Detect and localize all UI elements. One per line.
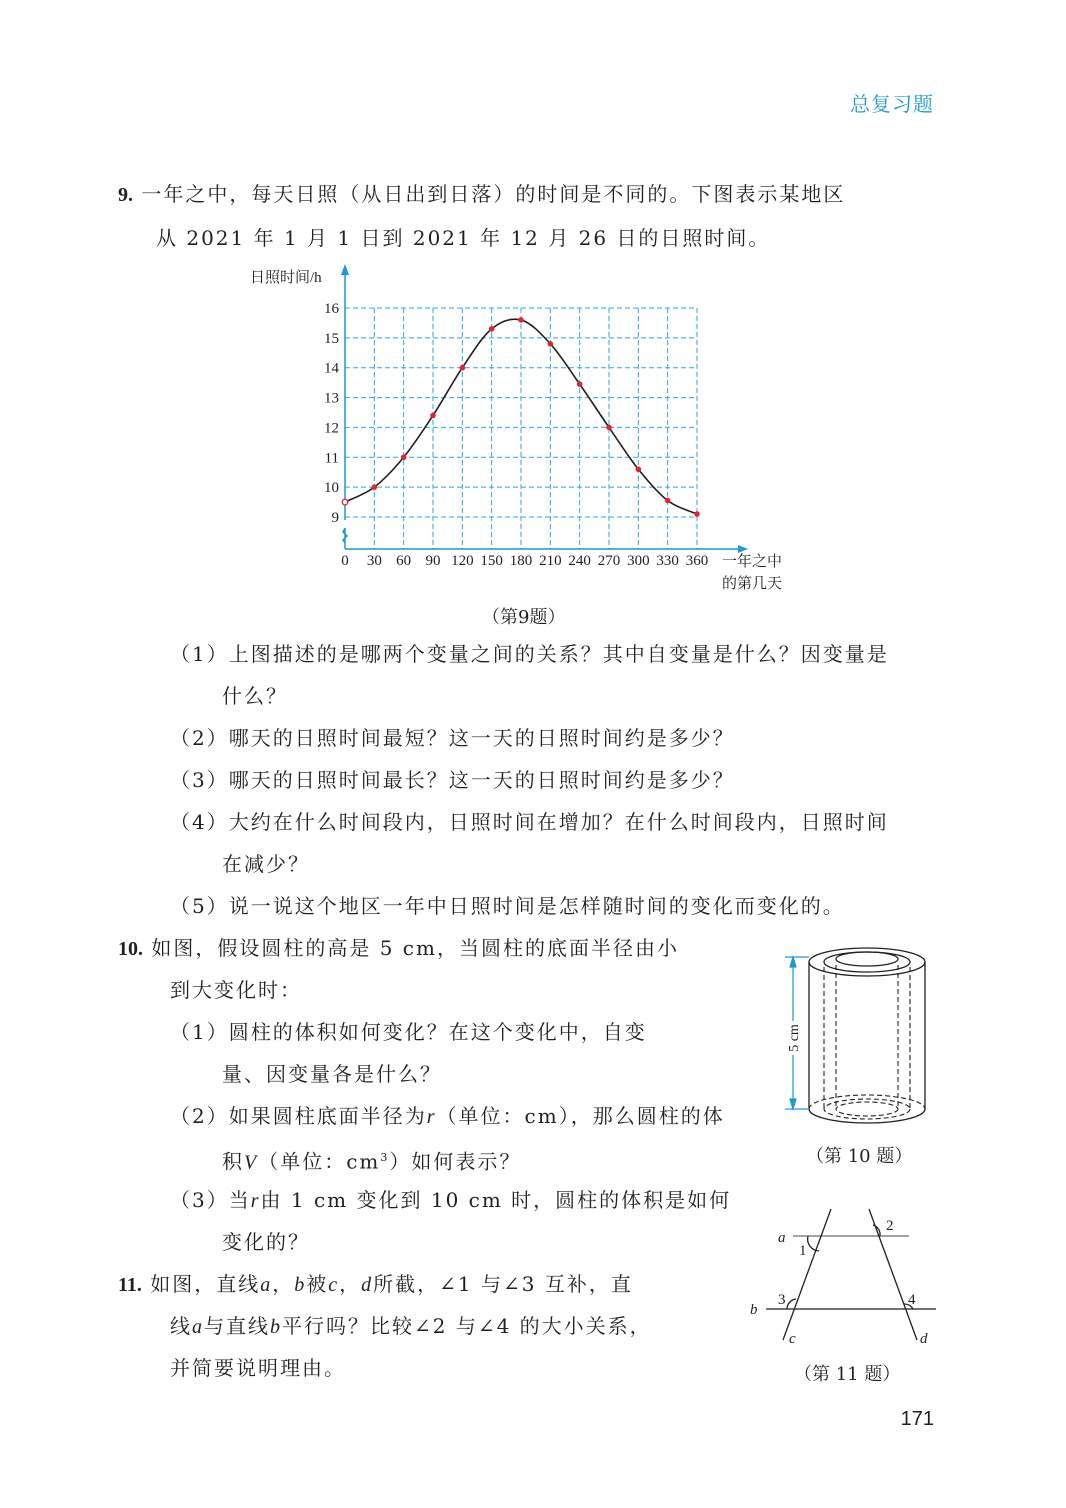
y-tick-label: 14 <box>324 360 339 377</box>
label-angle4: 4 <box>908 1292 916 1308</box>
data-point <box>694 511 700 517</box>
label-d: d <box>920 1331 928 1347</box>
problem9-text: 一年之中，每天日照（从日出到日落）的时间是不同的。下图表示某地区 <box>141 182 846 206</box>
cylinder-figure <box>750 935 950 1135</box>
problem10-sub1 <box>170 1020 647 1044</box>
problem10-line2: 到大变化时： <box>170 978 302 1002</box>
text: 如图，直线 <box>150 1272 261 1296</box>
x-tick-label: 330 <box>656 553 679 569</box>
text: 被 <box>306 1272 329 1296</box>
problem9-sub4 <box>170 810 889 834</box>
text: ， <box>272 1272 295 1296</box>
problem11-line3: 并简要说明理由。 <box>170 1356 346 1380</box>
x-tick-label: 0 <box>341 553 349 569</box>
var-r: r <box>426 1106 437 1128</box>
x-tick-label: 300 <box>627 553 650 569</box>
inner-bottom-ellipse <box>836 1102 898 1116</box>
x-tick-label: 90 <box>425 553 441 569</box>
sub-label: （2） <box>170 1104 229 1128</box>
y-tick-label: 15 <box>324 330 339 347</box>
data-point <box>401 454 407 460</box>
text: 平行吗？比较∠2 与∠4 的大小关系， <box>282 1314 652 1338</box>
problem9-sub2 <box>170 726 735 750</box>
x-axis-label-line2: 的第几天 <box>722 576 783 592</box>
var-a: a <box>192 1316 204 1338</box>
var-a: a <box>260 1274 273 1296</box>
label-a: a <box>778 1230 786 1246</box>
chart-grid <box>345 308 697 549</box>
problem9-sub3 <box>170 768 735 792</box>
problem10-line1 <box>118 936 679 961</box>
superscript: 3 <box>380 1151 390 1164</box>
sub-text: ）如何表示？ <box>389 1149 522 1174</box>
data-point <box>665 498 671 504</box>
inner-top-ellipse <box>836 952 898 966</box>
x-tick-label: 150 <box>480 553 503 569</box>
problem9-number: 9. <box>118 184 133 206</box>
text: 所截，∠1 与∠3 互补，直 <box>373 1272 633 1296</box>
sub-text: 由 1 cm 变化到 10 cm 时，圆柱的体积是如何 <box>260 1188 732 1212</box>
daylight-chart <box>0 262 1066 602</box>
problem9-sub5 <box>170 894 845 918</box>
sub-label: （2） <box>170 726 229 750</box>
y-tick-label: 12 <box>324 420 339 437</box>
angle-1-arc <box>808 1236 819 1251</box>
x-tick-label: 240 <box>568 553 591 569</box>
data-point <box>489 326 495 332</box>
x-axis-arrow-icon <box>738 545 748 553</box>
problem10-sub3-line2: 变化的？ <box>222 1230 310 1254</box>
data-point <box>606 425 612 431</box>
sub-text: 圆柱的体积如何变化？在这个变化中，自变 <box>228 1020 647 1044</box>
problem11-line2 <box>170 1314 652 1339</box>
label-c: c <box>789 1331 796 1347</box>
label-angle1: 1 <box>799 1243 807 1259</box>
data-point <box>460 365 466 371</box>
sub-label: （1） <box>170 1020 229 1044</box>
var-b: b <box>294 1274 307 1296</box>
sub-label: （3） <box>170 768 229 792</box>
text: 线 <box>170 1314 192 1338</box>
problem9-text-line1 <box>118 182 845 207</box>
sub-text: 当 <box>228 1188 251 1212</box>
label-angle3: 3 <box>778 1292 786 1308</box>
problem10-text: 如图，假设圆柱的高是 5 cm，当圆柱的底面半径由小 <box>151 936 679 960</box>
x-tick-label: 210 <box>539 553 562 569</box>
parallel-lines-figure <box>740 1200 950 1360</box>
sub-text: 说一说这个地区一年中日照时间是怎样随时间的变化而变化的。 <box>228 894 845 918</box>
sub-label: （1） <box>170 642 229 666</box>
data-point <box>430 413 436 419</box>
x-tick-label: 60 <box>396 553 412 569</box>
x-tick-label: 360 <box>685 553 709 569</box>
problem9-caption: （第9题） <box>482 607 566 628</box>
problem11-line1 <box>118 1272 633 1297</box>
sub-text: 如果圆柱底面半径为 <box>228 1104 427 1128</box>
label-angle2: 2 <box>886 1218 894 1234</box>
middle-top-ellipse <box>824 952 910 972</box>
problem11-caption: （第 11 题） <box>794 1364 901 1385</box>
var-r: r <box>250 1190 261 1212</box>
data-point <box>577 381 583 387</box>
problem9-sub1 <box>170 642 889 666</box>
var-c: c <box>328 1274 340 1296</box>
data-point <box>548 341 554 347</box>
problem9-text-line2: 从 2021 年 1 月 1 日到 2021 年 12 月 26 日的日照时间。 <box>156 226 771 250</box>
y-axis-label: 日照时间/h <box>250 270 322 286</box>
line-c <box>783 1209 831 1340</box>
x-tick-label: 30 <box>366 553 382 569</box>
sub-text: 哪天的日照时间最长？这一天的日照时间约是多少？ <box>228 768 735 792</box>
sub-text: 积 <box>222 1149 244 1174</box>
sub-label: （3） <box>170 1188 229 1212</box>
problem10-sub3 <box>170 1188 731 1213</box>
data-point <box>636 466 642 472</box>
sub-text: 哪天的日照时间最短？这一天的日照时间约是多少？ <box>228 726 735 750</box>
var-V: V <box>244 1151 259 1174</box>
problem10-sub2-line2 <box>222 1146 521 1175</box>
sub-text: 上图描述的是哪两个变量之间的关系？其中自变量是什么？因变量是 <box>228 642 889 666</box>
data-point <box>518 317 524 323</box>
data-point <box>372 484 378 490</box>
sub-text: （单位：cm），那么圆柱的体 <box>436 1104 725 1128</box>
x-tick-label: 180 <box>509 553 533 569</box>
data-point-open <box>342 499 348 505</box>
problem10-sub2 <box>170 1104 725 1129</box>
problem9-sub4-line2: 在减少？ <box>222 852 310 876</box>
y-tick-label: 13 <box>324 390 339 407</box>
height-label: 5 cm <box>787 1024 802 1052</box>
y-tick-label: 9 <box>331 510 339 526</box>
x-axis-label-line1: 一年之中 <box>722 554 783 570</box>
x-tick-label: 120 <box>451 553 474 569</box>
y-tick-label: 10 <box>324 480 339 497</box>
var-d: d <box>361 1274 374 1296</box>
problem10-number: 10. <box>118 938 143 960</box>
sub-text: 大约在什么时间段内，日照时间在增加？在什么时间段内，日照时间 <box>228 810 889 834</box>
sub-label: （5） <box>170 894 229 918</box>
text: 与直线 <box>204 1314 270 1338</box>
problem11-number: 11. <box>118 1274 142 1296</box>
text: ， <box>339 1272 362 1296</box>
arrow-up-icon <box>790 957 796 967</box>
problem9-sub1-line2: 什么？ <box>222 684 288 708</box>
page-number: 171 <box>900 1408 934 1430</box>
problem10-caption: （第 10 题） <box>806 1146 913 1167</box>
chart-labels <box>250 269 782 592</box>
x-tick-label: 270 <box>597 553 621 569</box>
sub-label: （4） <box>170 810 229 834</box>
arrow-down-icon <box>790 1099 796 1109</box>
sub-text: （单位：cm <box>258 1149 381 1174</box>
y-axis-arrow-icon <box>341 264 349 275</box>
y-axis <box>343 272 347 549</box>
y-tick-label: 11 <box>324 450 339 467</box>
label-b: b <box>750 1302 758 1318</box>
var-b: b <box>270 1316 282 1338</box>
y-tick-label: 16 <box>324 301 339 317</box>
problem10-sub1-line2: 量、因变量各是什么？ <box>222 1062 442 1086</box>
section-title: 总复习题 <box>850 92 934 116</box>
